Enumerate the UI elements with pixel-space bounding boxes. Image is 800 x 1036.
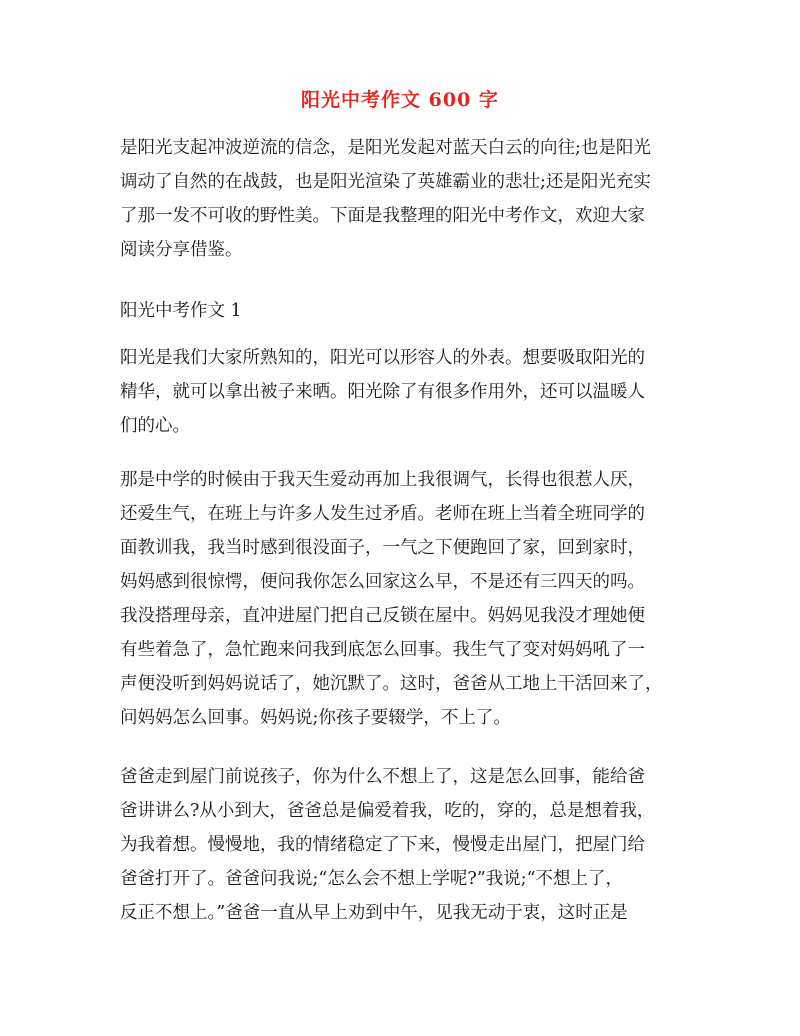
text-line: 调动了自然的在战鼓，也是阳光渲染了英雄霸业的悲壮;还是阳光充实 [120, 172, 651, 192]
document-title: 阳光中考作文 600 字 [301, 89, 499, 111]
text-line: 阳光中考作文 1 [120, 301, 242, 321]
text-line: 爸爸走到屋门前说孩子，你为什么不想上了，这是怎么回事，能给爸 [120, 767, 645, 787]
section-heading [120, 294, 690, 328]
text-line: 妈妈感到很惊愕，便问我你怎么回家这么早，不是还有三四天的吗。 [120, 572, 645, 592]
body-paragraph [120, 341, 690, 443]
intro-paragraph [120, 131, 690, 267]
text-line: 为我着想。慢慢地，我的情绪稳定了下来，慢慢走出屋门，把屋门给 [120, 835, 645, 855]
text-line: 那是中学的时候由于我天生爱动再加上我很调气，长得也很惹人厌， [120, 470, 645, 490]
text-line: 面教训我，我当时感到很没面子，一气之下便跑回了家，回到家时， [120, 538, 645, 558]
text-line: 爸讲讲么?从小到大，爸爸总是偏爱着我，吃的，穿的，总是想着我， [120, 801, 655, 821]
body-paragraph [120, 463, 690, 735]
text-line: 问妈妈怎么回事。妈妈说;你孩子要辍学，不上了。 [120, 708, 511, 728]
text-line: 爸爸打开了。爸爸问我说;“怎么会不想上学呢?”我说;“不想上了， [120, 869, 624, 889]
text-line: 是阳光支起冲波逆流的信念，是阳光发起对蓝天白云的向往;也是阳光 [120, 138, 651, 158]
text-line: 反正不想上。”爸爸一直从早上劝到中午，见我无动于衷，这时正是 [120, 903, 628, 923]
text-line: 了那一发不可收的野性美。下面是我整理的阳光中考作文，欢迎大家 [120, 206, 645, 226]
text-line: 还爱生气，在班上与许多人发生过矛盾。老师在班上当着全班同学的 [120, 504, 645, 524]
text-line: 精华，就可以拿出被子来晒。阳光除了有很多作用外，还可以温暖人 [120, 382, 645, 402]
text-line: 声便没听到妈妈说话了，她沉默了。这时，爸爸从工地上干活回来了， [120, 674, 663, 694]
body-paragraph [120, 760, 690, 930]
text-line: 们的心。 [120, 416, 190, 436]
text-line: 我没搭理母亲，直冲进屋门把自己反锁在屋中。妈妈见我没才理她便 [120, 606, 645, 626]
text-line: 阅读分享借鉴。 [120, 240, 243, 260]
text-line: 阳光是我们大家所熟知的，阳光可以形容人的外表。想要吸取阳光的 [120, 348, 645, 368]
text-line: 有些着急了，急忙跑来问我到底怎么回事。我生气了变对妈妈吼了一 [120, 640, 645, 660]
